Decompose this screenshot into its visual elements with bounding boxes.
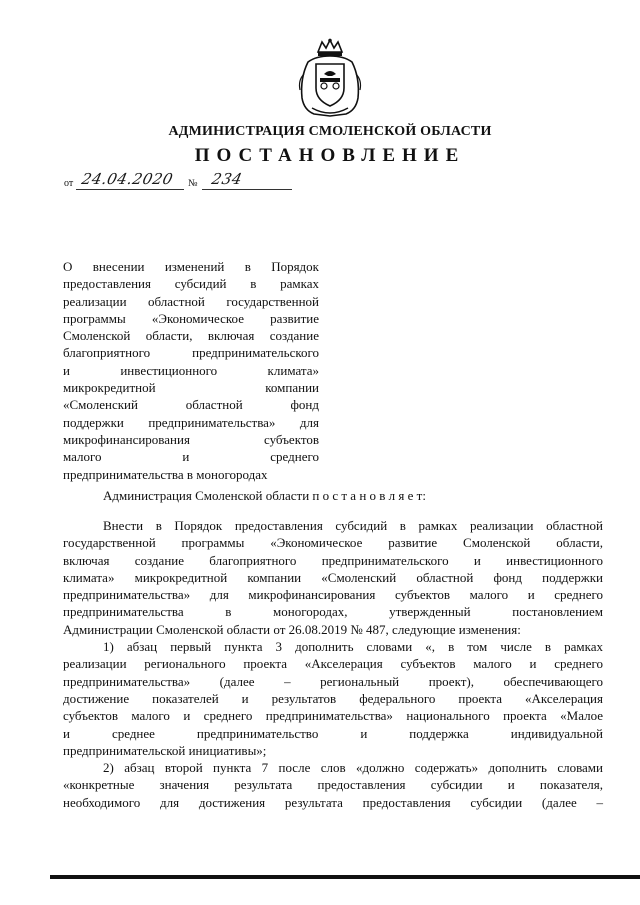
body-line: климата» микрокредитной компании «Смоленский областной фонд поддержки: [63, 569, 603, 585]
subject-line: поддержки предпринимательства» для: [63, 414, 319, 430]
date-label: от: [64, 178, 74, 189]
body-line: необходимого для достижения результата предоставления субсидии (далее –: [63, 794, 603, 810]
subject-line: и инвестиционного климата»: [63, 362, 319, 378]
body-line: 2) абзац второй пункта 7 после слов «должно содержать» дополнить словами: [103, 760, 603, 776]
document-type-title: ПОСТАНОВЛЕНИЕ: [194, 145, 466, 166]
body-line: предпринимательства» (далее – региональный проект), обеспечивающего: [63, 673, 603, 689]
subject-line: малого и среднего: [63, 449, 319, 465]
subject-line: микрофинансирования субъектов: [63, 431, 319, 447]
document-subject: [63, 258, 319, 483]
body-line: Внести в Порядок предоставления субсидий в рамках реализации областной: [103, 518, 603, 533]
subject-line: микрокредитной компании: [63, 380, 319, 396]
body-line: предпринимательства» для микрофинансирования субъектов малого и среднего: [63, 587, 603, 603]
body-line: включая создание благоприятного предпринимательского и инвестиционного: [63, 552, 603, 568]
subject-line: благоприятного предпринимательского: [63, 345, 319, 361]
body-line: и среднее предпринимательство и поддержка индивидуальной: [63, 725, 603, 741]
body-line: реализации регионального проекта «Акселерация субъектов малого и среднего: [63, 656, 603, 672]
number-underline: [202, 189, 292, 190]
body-line: предпринимательской инициативы»;: [63, 742, 267, 758]
body-line: предпринимательства в моногородах, утвержденный постановлением: [63, 604, 603, 620]
date-number-line: [64, 170, 304, 195]
body-line: «конкретные значения результата предоставления субсидии и показателя,: [63, 777, 603, 793]
body-line: субъектов малого и среднего предпринимательства» национального проекта «Малое: [63, 708, 603, 724]
scan-bottom-bar: [50, 875, 640, 879]
preamble-paragraph: Администрация Смоленской области п о с т а н о в л я е т:: [103, 488, 426, 503]
smolensk-coat-of-arms-icon: [294, 38, 366, 118]
body-line: Администрации Смоленской области от 26.08.2019 № 487, следующие изменения:: [63, 621, 521, 637]
subject-line: «Смоленский областной фонд: [63, 397, 319, 413]
body-line: достижение показателей и результатов федерального проекта «Акселерация: [63, 690, 603, 706]
document-body: [63, 517, 603, 811]
subject-line: Смоленской области, включая создание: [63, 328, 319, 344]
subject-line: О внесении изменений в Порядок: [63, 259, 319, 274]
organization-name: АДМИНИСТРАЦИЯ СМОЛЕНСКОЙ ОБЛАСТИ: [168, 124, 492, 139]
body-line: государственной программы «Экономическое развитие Смоленской области,: [63, 535, 603, 551]
body-line: 1) абзац первый пункта 3 дополнить словами «, в том числе в рамках: [103, 639, 603, 655]
subject-line: программы «Экономическое развитие: [63, 310, 319, 326]
subject-line: предоставления субсидий в рамках: [63, 276, 319, 292]
number-handwritten: 234: [210, 170, 245, 188]
date-handwritten: 24.04.2020: [80, 170, 175, 188]
subject-line: реализации областной государственной: [63, 293, 319, 309]
number-label: №: [188, 178, 198, 189]
date-underline: [76, 189, 184, 190]
subject-line: предпринимательства в моногородах: [63, 466, 268, 482]
